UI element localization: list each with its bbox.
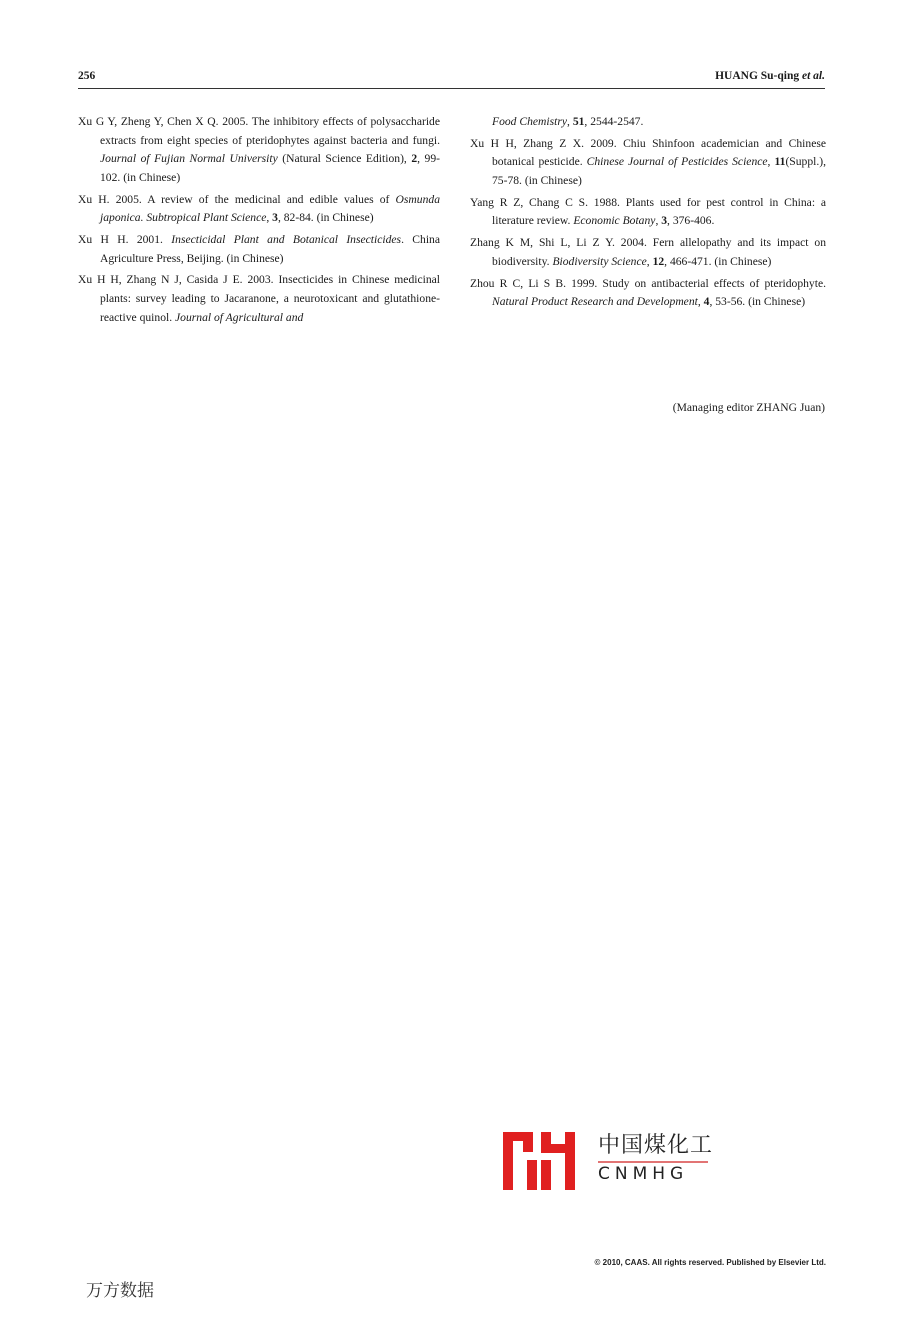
ref-journal: Insecticidal Plant and Botanical Insecticides <box>171 232 402 246</box>
ref-text: . China Agriculture Press, Beijing. (in Chinese) <box>100 232 440 265</box>
ref-text: (Natural Science Edition), <box>277 152 412 166</box>
running-header <box>78 70 825 86</box>
ref-volume: 3 <box>661 214 668 228</box>
ref-text: Zhang K M, Shi L, Li Z Y. 2004. Fern allelopathy and its impact on biodiversity. <box>470 236 826 268</box>
ref-text: Xu H H, Zhang N J, Casida J E. 2003. Insecticides in Chinese medicinal plants: survey leading to Jacaranone, a neurotoxicant and glutathione-reactive quinol. <box>78 273 440 324</box>
ref-pages: (Suppl.), 75-78. (in Chinese) <box>492 155 827 187</box>
ref-pages: , 99-102. (in Chinese) <box>100 152 440 184</box>
ref-text: , <box>567 115 573 128</box>
ref-text: Xu H H, Zhang Z X. 2009. Chiu Shinfoon academician and Chinese botanical pesticide. <box>470 136 826 169</box>
ref-journal: Osmunda japonica. Subtropical Plant Science <box>100 192 440 225</box>
ref-text: Yang R Z, Chang C S. 1988. Plants used for pest control in China: a literature review. <box>470 195 826 228</box>
references-right-column <box>470 113 826 315</box>
ref-pages: , 2544-2547. <box>584 115 644 128</box>
ref-volume: 12 <box>652 254 665 268</box>
managing-editor-note: (Managing editor ZHANG Juan) <box>672 401 825 414</box>
ref-text: , <box>767 155 775 169</box>
running-head <box>715 70 825 82</box>
ref-journal: Journal of Fujian Normal University <box>100 152 278 166</box>
logo-english-name: CNMHG <box>598 1164 689 1184</box>
ref-volume: 3 <box>272 211 278 225</box>
reference-continuation <box>470 113 826 132</box>
ref-volume: 2 <box>411 152 418 166</box>
reference-item <box>78 231 440 268</box>
ref-text: Xu G Y, Zheng Y, Chen X Q. 2005. The inhibitory effects of polysaccharide extracts from eight species of pteridophytes against bacteria and fungi. <box>78 115 440 147</box>
reference-item <box>470 234 826 271</box>
references-left-column <box>78 113 440 330</box>
ref-volume: 11 <box>774 155 786 169</box>
copyright-notice: © 2010, CAAS. All rights reserved. Published by Elsevier Ltd. <box>594 1258 826 1267</box>
ref-text: Xu H. 2005. A review of the medicinal and edible values of <box>78 192 396 206</box>
wanfang-watermark: 万方数据 <box>86 1281 154 1301</box>
ref-pages: , 53-56. (in Chinese) <box>709 295 806 309</box>
reference-item <box>470 194 826 231</box>
reference-item <box>78 271 440 327</box>
ref-text: Zhou R C, Li S B. 1999. Study on antibacterial effects of pteridophyte. <box>470 276 826 290</box>
ref-volume: 4 <box>703 295 710 309</box>
ref-journal: Food Chemistry <box>492 115 568 128</box>
logo-letters-mh-icon <box>503 1132 575 1190</box>
ref-volume: 51 <box>572 115 585 128</box>
ref-text: , <box>646 254 653 268</box>
ref-journal: Economic Botany <box>573 214 656 228</box>
ref-text: , <box>266 211 273 225</box>
ref-journal: Journal of Agricultural and <box>175 310 304 324</box>
reference-item <box>78 113 440 187</box>
page-number: 256 <box>78 70 96 82</box>
logo-chinese-name: 中国煤化工 <box>598 1133 714 1158</box>
ref-journal: Biodiversity Science <box>552 254 647 268</box>
reference-item <box>470 135 826 191</box>
ref-pages: , 376-406. <box>667 214 715 228</box>
running-head-author: HUANG Su-qing <box>715 70 802 82</box>
header-rule <box>78 88 825 89</box>
ref-pages: , 466-471. (in Chinese) <box>664 254 772 268</box>
ref-text: , <box>697 295 704 309</box>
ref-text: Xu H H. 2001. <box>78 232 172 246</box>
ref-journal: Natural Product Research and Development <box>492 295 698 309</box>
reference-item <box>78 191 440 228</box>
running-head-etal: et al. <box>802 70 825 82</box>
ref-pages: , 82-84. (in Chinese) <box>277 211 374 225</box>
ref-journal: Chinese Journal of Pesticides Science <box>586 155 768 169</box>
reference-item <box>470 275 826 312</box>
ref-text: , <box>655 214 662 228</box>
